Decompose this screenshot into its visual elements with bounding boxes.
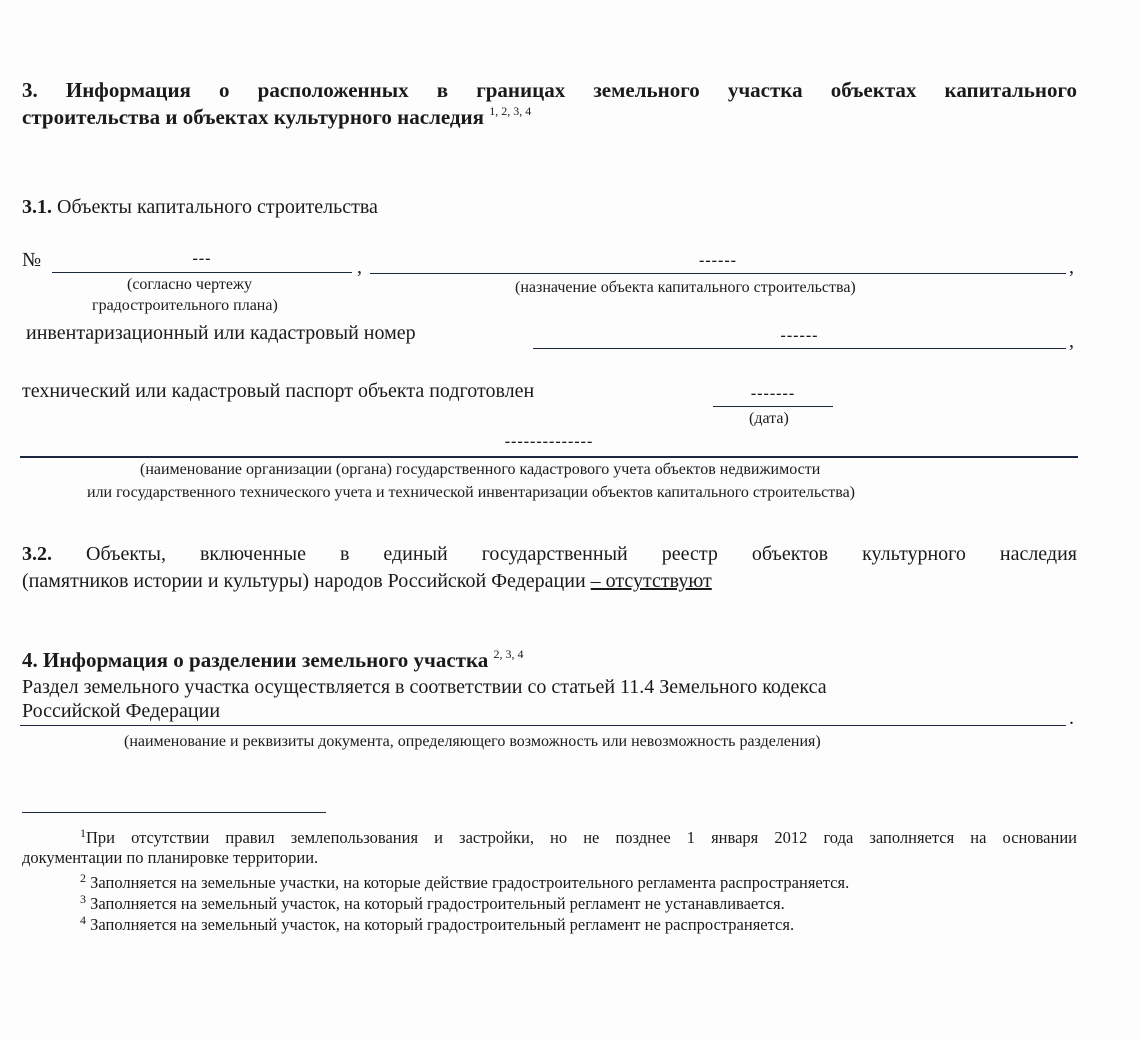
section-3-2-line2: [22, 570, 716, 593]
footnote-1-mark: 1: [80, 826, 86, 840]
section-3-number: 3.: [22, 78, 38, 102]
footnote-separator: [22, 812, 326, 813]
object-number-field[interactable]: ---: [192, 250, 212, 267]
section-4-footnote-refs: 2, 3, 4: [493, 647, 524, 661]
section-3-heading-line2: [22, 104, 531, 130]
organization-caption-2: или государственного технического учета и технической инвентаризации объектов капитального строительства): [87, 484, 856, 501]
section-3-title-line2: строительства и объектах культурного наследия: [22, 105, 485, 129]
section-3-heading-line1: [22, 78, 1077, 103]
section-4-text-line2: Российской Федерации: [22, 700, 221, 722]
footnote-2-text: Заполняется на земельные участки, на которые действие градостроительного регламента распространяется.: [90, 873, 850, 892]
section-4-text-line1: Раздел земельного участка осуществляется в соответствии со статьей 11.4 Земельного кодекса: [22, 676, 827, 698]
object-purpose-field[interactable]: ------: [699, 252, 737, 269]
passport-date-field[interactable]: -------: [750, 385, 796, 402]
comma: ,: [357, 256, 362, 278]
number-sign: №: [22, 249, 42, 271]
section-4-heading: [22, 647, 524, 673]
inventory-number-label: инвентаризационный или кадастровый номер: [26, 322, 416, 344]
footnote-1-line1: [80, 826, 1077, 848]
section-3-title-line1: Информация о расположенных в границах земельного участка объектах капитального: [65, 78, 1078, 102]
section-3-2-text-line1: Объекты, включенные в единый государственный реестр объектов культурного наследия: [86, 543, 1077, 565]
footnote-2-mark: 2: [80, 871, 86, 885]
section-4-caption: (наименование и реквизиты документа, определяющего возможность или невозможность разделения): [124, 733, 821, 750]
section-3-2-line1: [22, 543, 1077, 566]
section-4-end-mark: .: [1069, 707, 1074, 729]
section-4-underline: [20, 725, 1066, 726]
object-number-caption-1: (согласно чертежу: [127, 276, 253, 293]
section-3-1-heading: [22, 196, 378, 219]
footnote-4-mark: 4: [80, 913, 86, 927]
footnote-4-text: Заполняется на земельный участок, на который градостроительный регламент не распространяется.: [90, 915, 795, 934]
organization-underline: [20, 456, 1078, 458]
cultural-heritage-value: – отсутствуют: [590, 570, 712, 592]
section-3-2-text-line2: (памятников истории и культуры) народов Российской Федерации: [22, 570, 586, 592]
object-purpose-caption: (назначение объекта капитального строительства): [515, 279, 856, 296]
organization-caption-1: (наименование организации (органа) государственного кадастрового учета объектов недвижимости: [140, 461, 821, 478]
footnote-1-text: При отсутствии правил землепользования и застройки, но не позднее 1 января 2012 года заполняется на основании: [86, 828, 1077, 847]
section-4-number: 4.: [22, 648, 38, 672]
footnote-4: [80, 913, 794, 935]
footnote-1-line2: документации по планировке территории.: [22, 848, 319, 867]
object-number-caption-2: градостроительного плана): [92, 297, 278, 314]
passport-date-caption: (дата): [749, 410, 789, 427]
section-3-footnote-refs: 1, 2, 3, 4: [489, 104, 532, 118]
object-number-underline: [52, 272, 352, 273]
comma: ,: [1069, 256, 1074, 278]
footnote-3-text: Заполняется на земельный участок, на который градостроительный регламент не устанавливается.: [90, 894, 785, 913]
comma: ,: [1069, 330, 1074, 352]
footnote-3: [80, 892, 785, 914]
footnote-3-mark: 3: [80, 892, 86, 906]
section-4-title: Информация о разделении земельного участка: [43, 648, 489, 672]
footnote-2: [80, 871, 849, 893]
object-purpose-underline: [370, 273, 1066, 274]
section-3-1-number: 3.1.: [22, 196, 52, 218]
section-3-1-title: Объекты капитального строительства: [57, 196, 378, 218]
section-3-2-number: 3.2.: [22, 543, 52, 565]
passport-date-underline: [713, 406, 833, 407]
inventory-number-field[interactable]: ------: [780, 327, 819, 344]
inventory-number-underline: [533, 348, 1066, 349]
organization-field[interactable]: --------------: [504, 433, 594, 450]
passport-label: технический или кадастровый паспорт объекта подготовлен: [22, 380, 535, 402]
